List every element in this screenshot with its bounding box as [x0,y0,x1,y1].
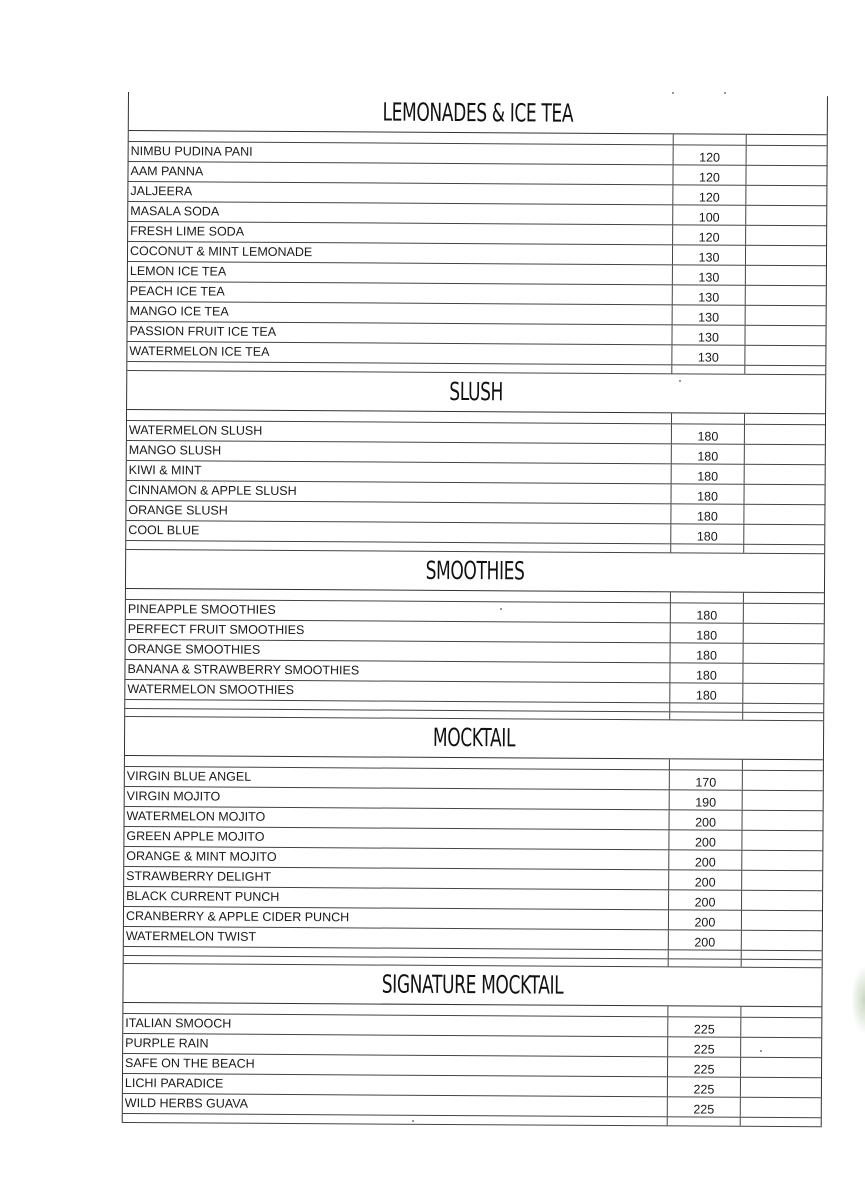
empty-cell [744,465,825,484]
empty-cell [743,624,824,643]
item-name: ITALIAN SMOOCH [125,1016,232,1031]
item-price: 225 [667,1097,740,1116]
item-price: 180 [669,663,742,682]
empty-cell [743,485,824,504]
item-name: NIMBU PUDINA PANI [130,144,253,159]
price-table [124,755,823,968]
item-name: STRAWBERRY DELIGHT [126,869,272,884]
item-name: AAM PANNA [130,164,204,179]
empty-cell [745,166,826,185]
menu-section-mocktail [123,717,824,968]
price-table [125,588,824,721]
item-name: KIWI & MINT [128,463,202,478]
item-price: 130 [671,325,744,344]
item-name: PINEAPPLE SMOOTHIES [127,602,276,617]
item-price: 130 [672,305,745,324]
item-name: JALJEERA [130,184,193,199]
item-price: 200 [668,850,741,869]
item-price: 225 [667,1017,740,1036]
empty-cell [745,226,826,245]
item-price: 200 [668,890,741,909]
item-name: BLACK CURRENT PUNCH [126,889,280,904]
item-price: 100 [672,205,745,224]
item-name: WATERMELON SMOOTHIES [127,682,295,698]
empty-cell [745,266,826,285]
item-price: 180 [671,464,744,483]
item-price: 180 [670,504,743,523]
item-price: 130 [672,265,745,284]
empty-cell [740,1098,821,1117]
empty-cell [740,1078,821,1097]
item-name: MANGO SLUSH [128,443,222,458]
item-name: MANGO ICE TEA [129,304,229,319]
section-heading: LEMONADES & ICE TEA [382,97,574,128]
scan-speck [679,380,681,382]
item-name: VIRGIN MOJITO [126,789,221,804]
empty-cell [746,146,827,165]
menu-section-slush [125,371,826,554]
item-name: ORANGE & MINT MOJITO [126,849,277,864]
section-heading: SLUSH [449,376,504,407]
empty-cell [745,306,826,325]
section-heading: SMOOTHIES [425,555,525,586]
menu-sheet [122,92,828,1127]
item-name: MASALA SODA [130,204,220,219]
item-price: 180 [671,444,744,463]
item-name: GREEN APPLE MOJITO [126,829,265,844]
item-price: 120 [673,145,746,164]
empty-cell [745,246,826,265]
item-price: 180 [670,603,743,622]
price-table [123,1002,822,1127]
empty-cell [740,1038,821,1057]
empty-cell [742,664,823,683]
empty-cell [741,851,822,870]
empty-cell [745,186,826,205]
empty-cell [745,206,826,225]
empty-cell [741,871,822,890]
empty-cell [744,326,825,345]
item-price: 225 [667,1037,740,1056]
empty-cell [742,811,823,830]
item-price: 130 [672,285,745,304]
empty-cell [741,911,822,930]
item-name: ORANGE SLUSH [128,503,228,518]
item-price: 200 [668,930,741,949]
item-name: LEMON ICE TEA [129,264,227,279]
scan-speck [760,1050,762,1052]
item-name: PASSION FRUIT ICE TEA [129,324,277,339]
item-price: 180 [670,524,743,543]
item-price: 200 [668,910,741,929]
item-name: PEACH ICE TEA [129,284,225,299]
empty-cell [744,445,825,464]
item-price: 190 [669,790,742,809]
item-price: 180 [670,643,743,662]
item-price: 200 [668,830,741,849]
section-heading: SIGNATURE MOCKTAIL [381,969,564,1000]
empty-cell [743,525,824,544]
menu-section-smoothies [124,550,825,721]
item-price: 170 [669,770,742,789]
item-name: ORANGE SMOOTHIES [127,642,261,657]
empty-cell [741,831,822,850]
item-price: 180 [670,623,743,642]
scan-speck [724,92,726,94]
item-price: 120 [672,185,745,204]
item-name: VIRGIN BLUE ANGEL [126,769,252,784]
item-price: 130 [671,345,744,364]
item-name: PURPLE RAIN [125,1036,209,1051]
empty-cell [741,891,822,910]
item-price: 180 [671,424,744,443]
item-name: COCONUT & MINT LEMONADE [129,244,313,260]
section-heading: MOCKTAIL [432,722,516,753]
item-name: WATERMELON SLUSH [128,423,263,438]
empty-cell [742,684,823,703]
item-name: CINNAMON & APPLE SLUSH [128,483,297,499]
item-price: 200 [668,870,741,889]
page-stain [851,965,865,1035]
scan-speck [672,92,674,94]
item-name: PERFECT FRUIT SMOOTHIES [127,622,305,638]
price-table [127,130,826,375]
item-price: 130 [672,245,745,264]
empty-cell [740,1058,821,1077]
item-name: WILD HERBS GUAVA [124,1095,249,1111]
empty-cell [741,931,822,950]
empty-cell [742,771,823,790]
menu-section-lemonades-ice-tea [126,92,828,375]
item-name: CRANBERRY & APPLE CIDER PUNCH [125,909,350,925]
empty-cell [744,425,825,444]
item-name: FRESH LIME SODA [130,224,245,239]
scan-speck [500,608,502,610]
empty-cell [740,1018,821,1037]
scan-speck [412,1120,414,1122]
item-price: 120 [672,225,745,244]
item-price: 225 [667,1077,740,1096]
item-price: 120 [672,165,745,184]
empty-cell [743,505,824,524]
item-name: SAFE ON THE BEACH [125,1056,255,1071]
item-name: WATERMELON TWIST [125,929,257,944]
price-table [126,409,825,554]
item-name: WATERMELON ICE TEA [129,344,270,359]
item-name: LICHI PARADICE [124,1076,224,1091]
item-name: WATERMELON MOJITO [126,809,266,824]
item-price: 225 [667,1057,740,1076]
item-price: 200 [669,810,742,829]
item-name: BANANA & STRAWBERRY SMOOTHIES [127,662,360,678]
empty-cell [743,644,824,663]
empty-cell [744,346,825,365]
menu-section-signature-mocktail [122,964,823,1127]
item-name: COOL BLUE [128,523,200,538]
empty-cell [742,791,823,810]
item-price: 180 [670,484,743,503]
empty-cell [743,604,824,623]
empty-cell [745,286,826,305]
item-price: 180 [669,683,742,702]
